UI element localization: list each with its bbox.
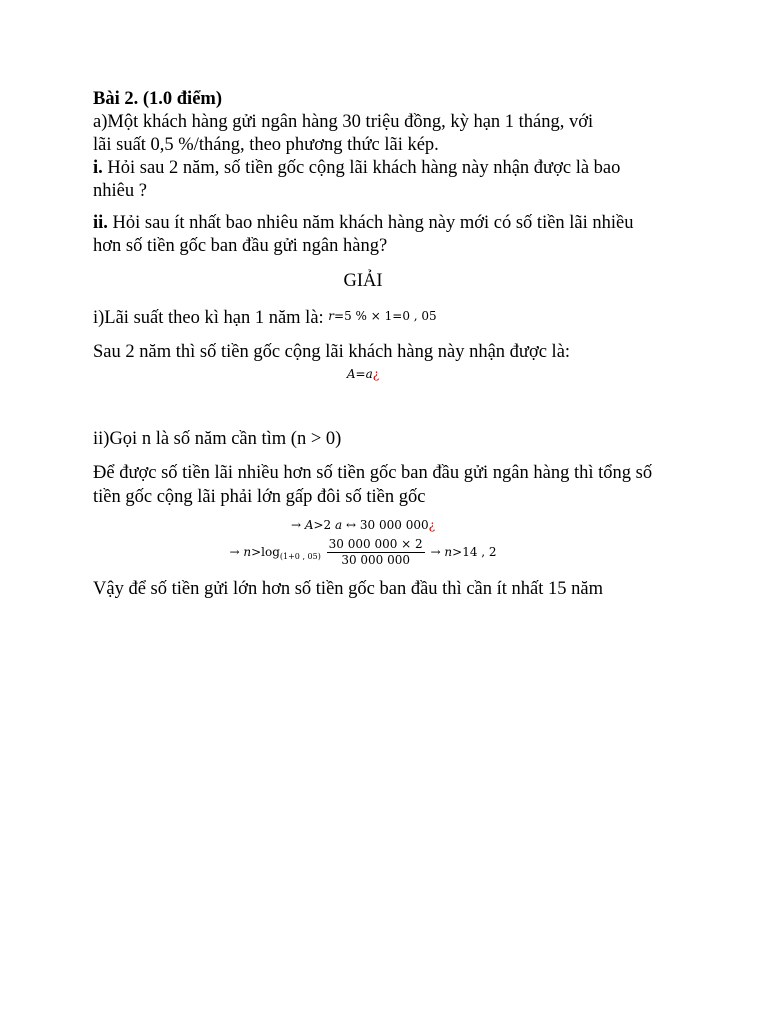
formula-3 xyxy=(93,537,683,568)
formula-2-iff: ↔ xyxy=(346,518,357,532)
formula-2-lhs: A xyxy=(304,518,314,532)
formula-2-error-glyph: ¿ xyxy=(428,518,436,532)
formula-A-eq: = xyxy=(355,367,366,381)
solution-heading: GIẢI xyxy=(343,271,383,291)
formula-2-var-a: a xyxy=(335,518,343,532)
question-i-text: Hỏi sau 2 năm, số tiền gốc cộng lãi khách hàng này nhận được là bao nhiêu ? xyxy=(93,158,621,201)
solution-part2-intro: ii)Gọi n là số năm cần tìm (n > 0) xyxy=(93,429,342,449)
problem-intro-line2: lãi suất 0,5 %/tháng, theo phương thức lãi kép. xyxy=(93,135,439,155)
rate-formula xyxy=(328,309,436,323)
solution-part1-text: i)Lãi suất theo kì hạn 1 năm là: xyxy=(93,308,329,328)
formula-3-arrow2: → xyxy=(430,545,441,559)
rate-expression: =5 % × 1=0 , 05 xyxy=(334,309,437,323)
solution-part2-body: Để được số tiền lãi nhiều hơn số tiền gốc ban đầu gửi ngân hàng thì tổng số tiền gốc cộng lãi phải lớn gấp đôi số tiền gốc xyxy=(93,463,653,507)
formula-3-op: >log xyxy=(251,545,280,559)
rate-var: r xyxy=(328,309,335,323)
formula-A-lhs: A xyxy=(346,367,356,381)
formula-A-error-glyph: ¿ xyxy=(372,367,380,381)
formula-A-rhs: a xyxy=(365,367,373,381)
formula-3-arrow: → xyxy=(229,545,240,559)
solution-conclusion: Vậy để số tiền gửi lớn hơn số tiền gốc ban đầu thì cần ít nhất 15 năm xyxy=(93,579,603,599)
formula-2-num: 30 000 000 xyxy=(359,518,429,532)
document-page xyxy=(93,88,683,601)
formula-3-base: (1+0 , 05) xyxy=(279,552,321,561)
question-ii xyxy=(93,212,663,258)
formula-2 xyxy=(93,517,683,533)
question-i xyxy=(93,157,653,203)
formula-3-numerator: 30 000 000 × 2 xyxy=(328,537,423,551)
question-ii-text: Hỏi sau ít nhất bao nhiêu năm khách hàng này mới có số tiền lãi nhiều hơn số tiền gốc ban đầu gửi ngân hàng? xyxy=(93,213,634,256)
problem-title: Bài 2. (1.0 điểm) xyxy=(93,89,222,109)
formula-3-fraction xyxy=(327,537,425,568)
question-i-label: i. xyxy=(93,158,103,178)
solution-part1 xyxy=(93,305,683,330)
formula-2-op: >2 xyxy=(313,518,332,532)
formula-2-arrow: → xyxy=(290,518,301,532)
problem-intro-line1: a)Một khách hàng gửi ngân hàng 30 triệu đồng, kỳ hạn 1 tháng, với xyxy=(93,112,594,132)
question-ii-label: ii. xyxy=(93,213,108,233)
formula-3-n2: n xyxy=(444,545,453,559)
formula-3-n: n xyxy=(243,545,252,559)
formula-A xyxy=(93,366,683,382)
formula-3-result: >14 , 2 xyxy=(452,545,497,559)
formula-3-denominator: 30 000 000 xyxy=(341,553,411,567)
solution-part1-after: Sau 2 năm thì số tiền gốc cộng lãi khách hàng này nhận được là: xyxy=(93,342,571,362)
